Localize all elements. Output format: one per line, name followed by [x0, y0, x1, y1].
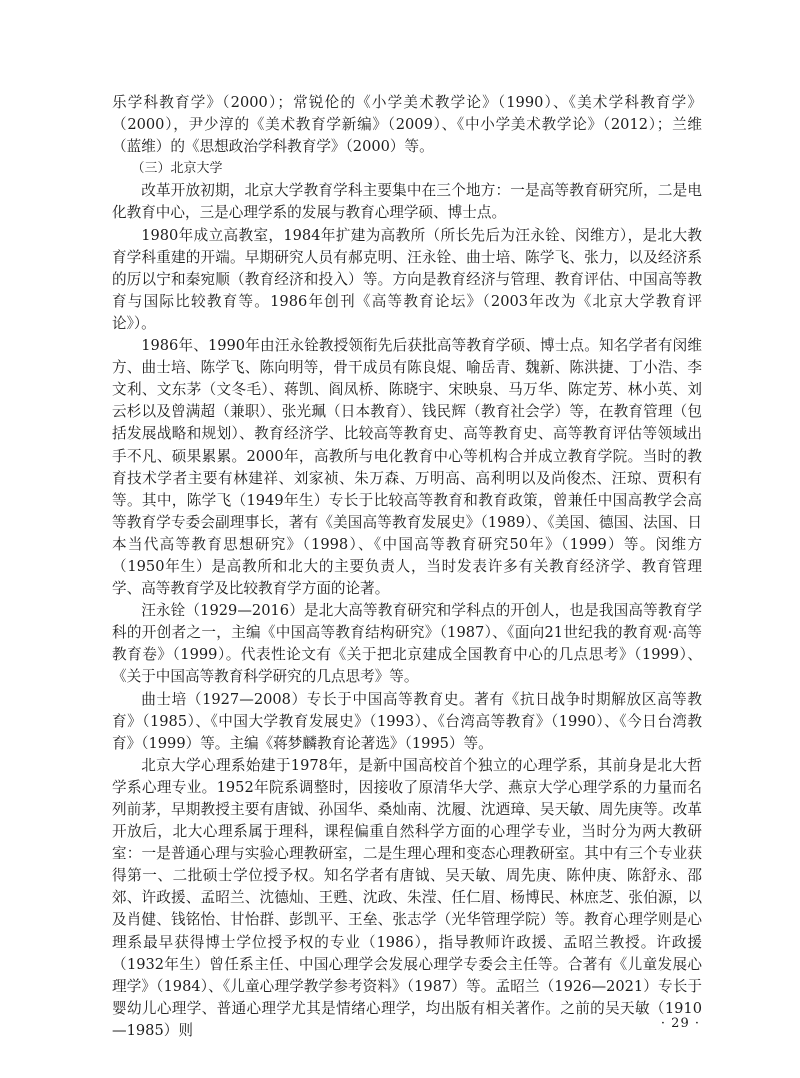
body-paragraph: 汪永铨（1929—2016）是北大高等教育研究和学科点的开创人，也是我国高等教育学科的开创者之一，主编《中国高等教育结构研究》（1987）、《面向21世纪我的教育观·高等教育卷》（1999）。代表性论文有《关于把北京建成全国教育中心的几点思考》（1999）、《关于中国高等教育科学研究的几点思考》等。: [112, 602, 702, 686]
body-paragraph: 1986年、1990年由汪永铨教授领衔先后获批高等教育学硕、博士点。知名学者有闵维方、曲士培、陈学飞、陈向明等，骨干成员有陈良焜、喻岳青、魏新、陈洪捷、丁小浩、李文利、文东茅（文冬毛）、蒋凯、阎凤桥、陈晓宇、宋映泉、马万华、陈定芳、林小英、刘云杉以及曾满超（兼职）、张光珮（日本教育）、钱民辉（教育社会学）等，在教育管理（包括发展战略和规划）、教育经济学、比较高等教育史、高等教育史、高等教育评估等领域出手不凡、硕果累累。2000年，高教所与电化教育中心等机构合并成立教育学院。当时的教育技术学者主要有林建祥、刘家祯、朱万森、万明高、高利明以及尚俊杰、汪琼、贾积有等。其中，陈学飞（1949年生）专长于比较高等教育和教育政策，曾兼任中国高教学会高等教育学专委会副理事长，著有《美国高等教育发展史》（1989）、《美国、德国、法国、日本当代高等教育思想研究》（1998）、《中国高等教育研究50年》（1999）等。闵维方（1950年生）是高教所和北大的主要负责人，当时发表许多有关教育经济学、教育管理学、高等教育学及比较教育学方面的论著。: [112, 337, 702, 598]
document-page: [112, 92, 702, 1042]
body-paragraph: 北京大学心理系始建于1978年，是新中国高校首个独立的心理学系，其前身是北大哲学系心理专业。1952年院系调整时，因接收了原清华大学、燕京大学心理学系的力量而名列前茅，早期教授主要有唐钺、孙国华、桑灿南、沈履、沈迺璋、吴天敏、周先庚等。改革开放后，北大心理系属于理科，课程偏重自然科学方面的心理学专业，当时分为两大教研室：一是普通心理与实验心理教研室，二是生理心理和变态心理教研室。其中有三个专业获得第一、二批硕士学位授予权。知名学者有唐钺、吴天敏、周先庚、陈仲庚、陈舒永、邵郊、许政援、孟昭兰、沈德灿、王甦、沈政、朱滢、任仁眉、杨博民、林庶芝、张伯源，以及肖健、钱铭怡、甘怡群、彭凯平、王垒、张志学（光华管理学院）等。教育心理学则是心理系最早获得博士学位授予权的专业（1986），指导教师许政援、孟昭兰教授。许政援（1932年生）曾任系主任、中国心理学会发展心理学专委会主任等。合著有《儿童发展心理学》（1984）、《儿童心理学教学参考资料》（1987）等。孟昭兰（1926—2021）专长于婴幼儿心理学、普通心理学尤其是情绪心理学，均出版有相关著作。之前的吴天敏（1910—1985）则: [112, 756, 702, 1039]
body-paragraph: 曲士培（1927—2008）专长于中国高等教育史。著有《抗日战争时期解放区高等教育》（1985）、《中国大学教育发展史》（1993）、《台湾高等教育》（1990）、《今日台湾教育》（1999）等。主编《蒋梦麟教育论著选》（1995）等。: [112, 690, 702, 752]
body-paragraph: 1980年成立高教室，1984年扩建为高教所（所长先后为汪永铨、闵维方），是北大教育学科重建的开端。早期研究人员有郝克明、汪永铨、曲士培、陈学飞、张力，以及经济系的厉以宁和秦宛顺（教育经济和投入）等。方向是教育经济与管理、教育评估、中国高等教育与国际比较教育等。1986年创刊《高等教育论坛》（2003年改为《北京大学教育评论》）。: [112, 226, 702, 332]
body-paragraph: 改革开放初期，北京大学教育学科主要集中在三个地方：一是高等教育研究所，二是电化教育中心，三是心理学系的发展与教育心理学硕、博士点。: [112, 182, 702, 222]
section-heading: （三）北京大学: [131, 161, 223, 177]
continuation-paragraph: 乐学科教育学》（2000）；常锐伦的《小学美术教学论》（1990）、《美术学科教育学》（2000），尹少淳的《美术教育学新编》（2009）、《中小学美术教学论》（2012）；兰维（蓝维）的《思想政治学科教育学》（2000）等。: [112, 94, 702, 156]
page-number: · 29 ·: [660, 1016, 700, 1031]
